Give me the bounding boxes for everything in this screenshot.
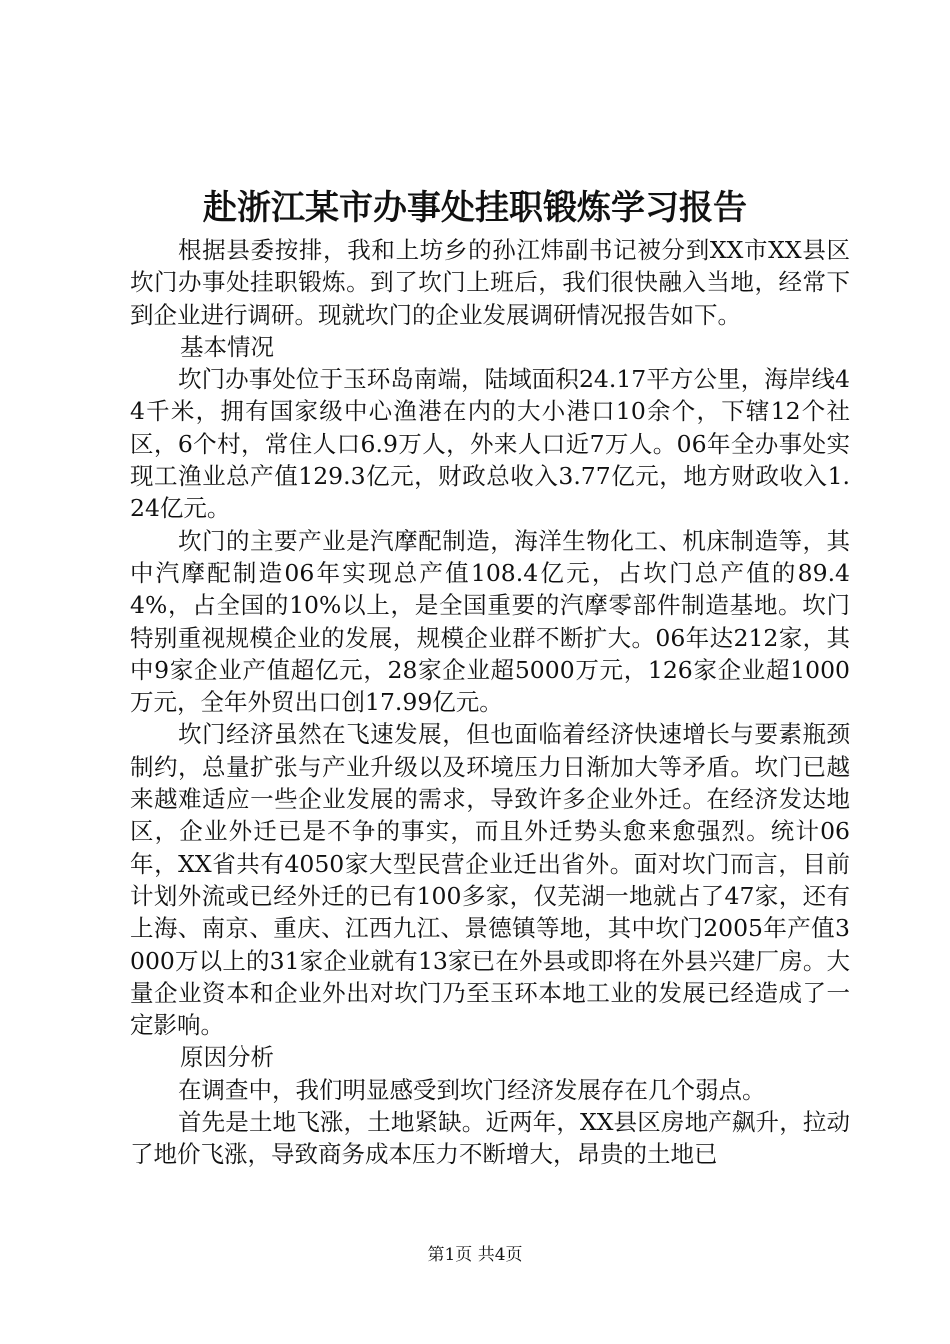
paragraph-enterprise-migration: 坎门经济虽然在飞速发展，但也面临着经济快速增长与要素瓶颈制约，总量扩张与产业升级以及环境压力日渐加大等矛盾。坎门已越来越难适应一些企业发展的需求，导致许多企业外迁。在经济发达地区，企业外迁已是不争的事实，而且外迁势头愈来愈强烈。统计06年，XX省共有4050家大型民营企业迁出省外。面对坎门而言，目前计划外流或已经外迁的已有100多家，仅芜湖一地就占了47家，还有上海、南京、重庆、江西九江、景德镇等地，其中坎门2005年产值3000万以上的31家企业就有13家已在外县或即将在外县兴建厂房。大量企业资本和企业外出对坎门乃至玉环本地工业的发展已经造成了一定影响。 [130, 720, 850, 1040]
paragraph-intro: 根据县委按排，我和上坊乡的孙江炜副书记被分到XX市XX县区坎门办事处挂职锻炼。到了坎门上班后，我们很快融入当地，经常下到企业进行调研。现就坎门的企业发展调研情况报告如下。 [130, 236, 850, 329]
paragraph-land-prices: 首先是土地飞涨，土地紧缺。近两年，XX县区房地产飙升，拉动了地价飞涨，导致商务成本压力不断增大，昂贵的土地已 [130, 1108, 850, 1169]
paragraph-basic-situation: 坎门办事处位于玉环岛南端，陆域面积24.17平方公里，海岸线44千米，拥有国家级中心渔港在内的大小港口10余个，下辖12个社区，6个村，常住人口6.9万人，外来人口近7万人。06年全办事处实现工渔业总产值129.3亿元，财政总收入3.77亿元，地方财政收入1.24亿元。 [130, 365, 850, 523]
document-body [130, 234, 850, 1171]
page-number-footer: 第1页 共4页 [427, 1245, 523, 1265]
paragraph-main-industries: 坎门的主要产业是汽摩配制造，海洋生物化工、机床制造等，其中汽摩配制造06年实现总产值108.4亿元，占坎门总产值的89.44%，占全国的10%以上，是全国重要的汽摩零部件制造基地。坎门特别重视规模企业的发展，规模企业群不断扩大。06年达212家，其中9家企业产值超亿元，28家企业超5000万元，126家企业超1000万元，全年外贸出口创17.99亿元。 [130, 526, 850, 717]
document-title: 赴浙江某市办事处挂职锻炼学习报告 [203, 188, 747, 228]
section-heading-cause-analysis: 原因分析 [180, 1043, 274, 1072]
paragraph-weak-points: 在调查中，我们明显感受到坎门经济发展存在几个弱点。 [178, 1075, 766, 1104]
section-heading-basic-situation: 基本情况 [180, 332, 274, 361]
